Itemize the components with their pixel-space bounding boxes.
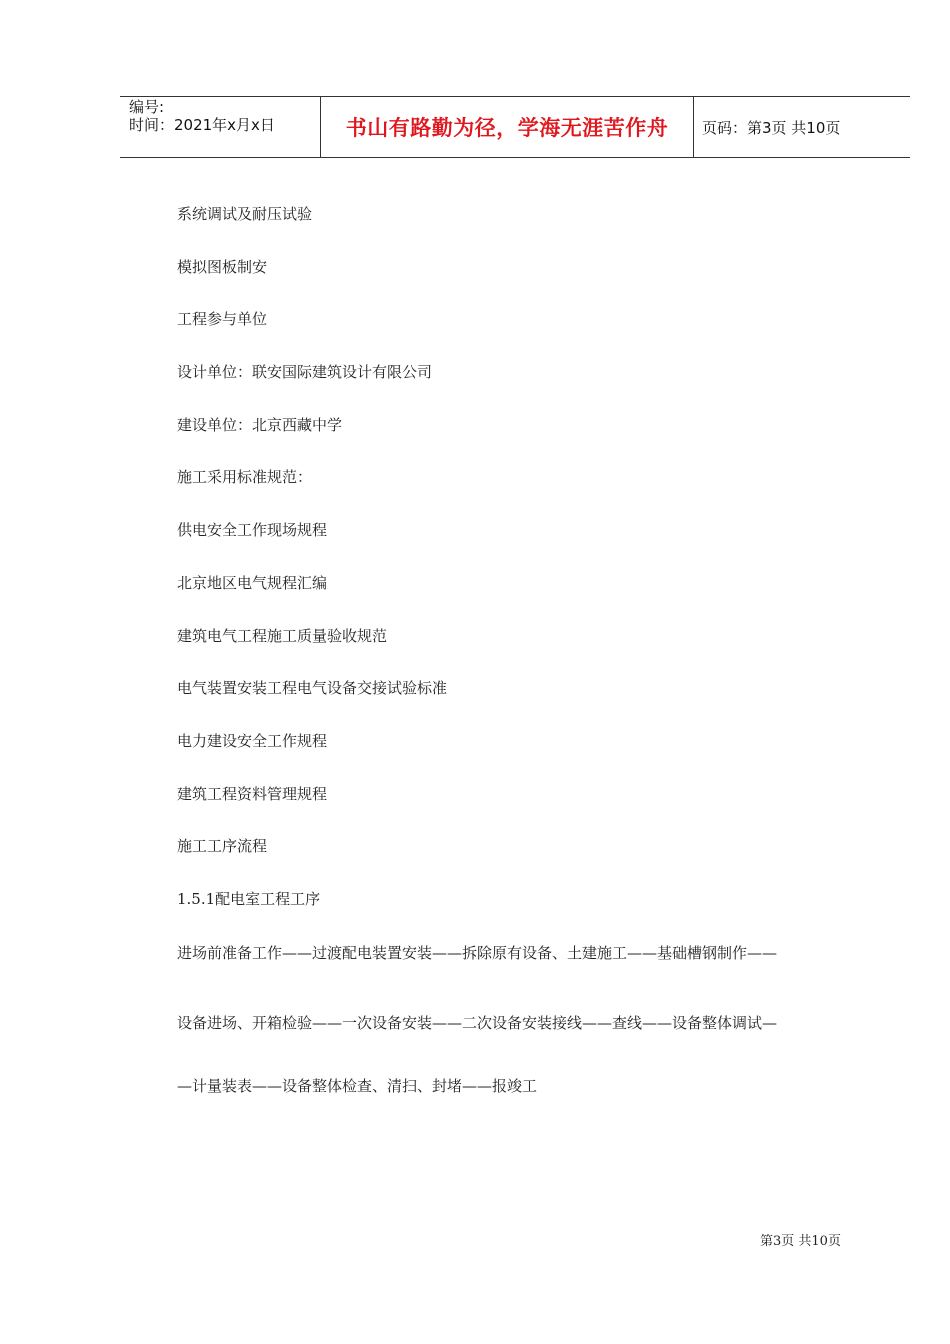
body-line: 模拟图板制安 xyxy=(177,257,268,276)
body-line: 供电安全工作现场规程 xyxy=(177,521,328,540)
header-page-info: 页码：第3页 共10页 xyxy=(702,118,841,137)
body-line: 施工采用标准规范： xyxy=(177,468,313,487)
document-time-label: 时间：2021年x月x日 xyxy=(129,116,275,134)
body-line: 电力建设安全工作规程 xyxy=(177,731,328,750)
body-line: 系统调试及耐压试验 xyxy=(177,205,313,223)
process-line: —计量装表——设备整体检查、清扫、封堵——报竣工 xyxy=(177,1077,538,1095)
process-line: 设备进场、开箱检验——一次设备安装——二次设备安装接线——查线——设备整体调试— xyxy=(177,1014,778,1032)
body-line: 建筑工程资料管理规程 xyxy=(177,784,328,803)
body-line: 电气装置安装工程电气设备交接试验标准 xyxy=(177,679,448,698)
body-line: 1.5.1配电室工程工序 xyxy=(177,889,321,908)
body-line: 建筑电气工程施工质量验收规范 xyxy=(177,626,388,645)
header-motto-cell xyxy=(321,97,694,157)
body-line: 设计单位：联安国际建筑设计有限公司 xyxy=(177,363,433,382)
document-number-label: 编号: xyxy=(129,98,165,116)
body-line: 建设单位：北京西藏中学 xyxy=(177,415,343,434)
body-line: 工程参与单位 xyxy=(177,310,268,329)
header-meta-cell xyxy=(120,97,321,157)
body-line: 施工工序流程 xyxy=(177,837,268,856)
footer-page-info: 第3页 共10页 xyxy=(760,1234,841,1249)
process-line: 进场前准备工作——过渡配电装置安装——拆除原有设备、土建施工——基础槽钢制作—— xyxy=(177,944,778,962)
body-line: 北京地区电气规程汇编 xyxy=(177,573,328,592)
header-page-cell xyxy=(694,97,910,157)
document-header xyxy=(120,96,910,158)
document-body xyxy=(177,198,857,936)
header-motto: 书山有路勤为径，学海无涯苦作舟 xyxy=(345,116,669,140)
